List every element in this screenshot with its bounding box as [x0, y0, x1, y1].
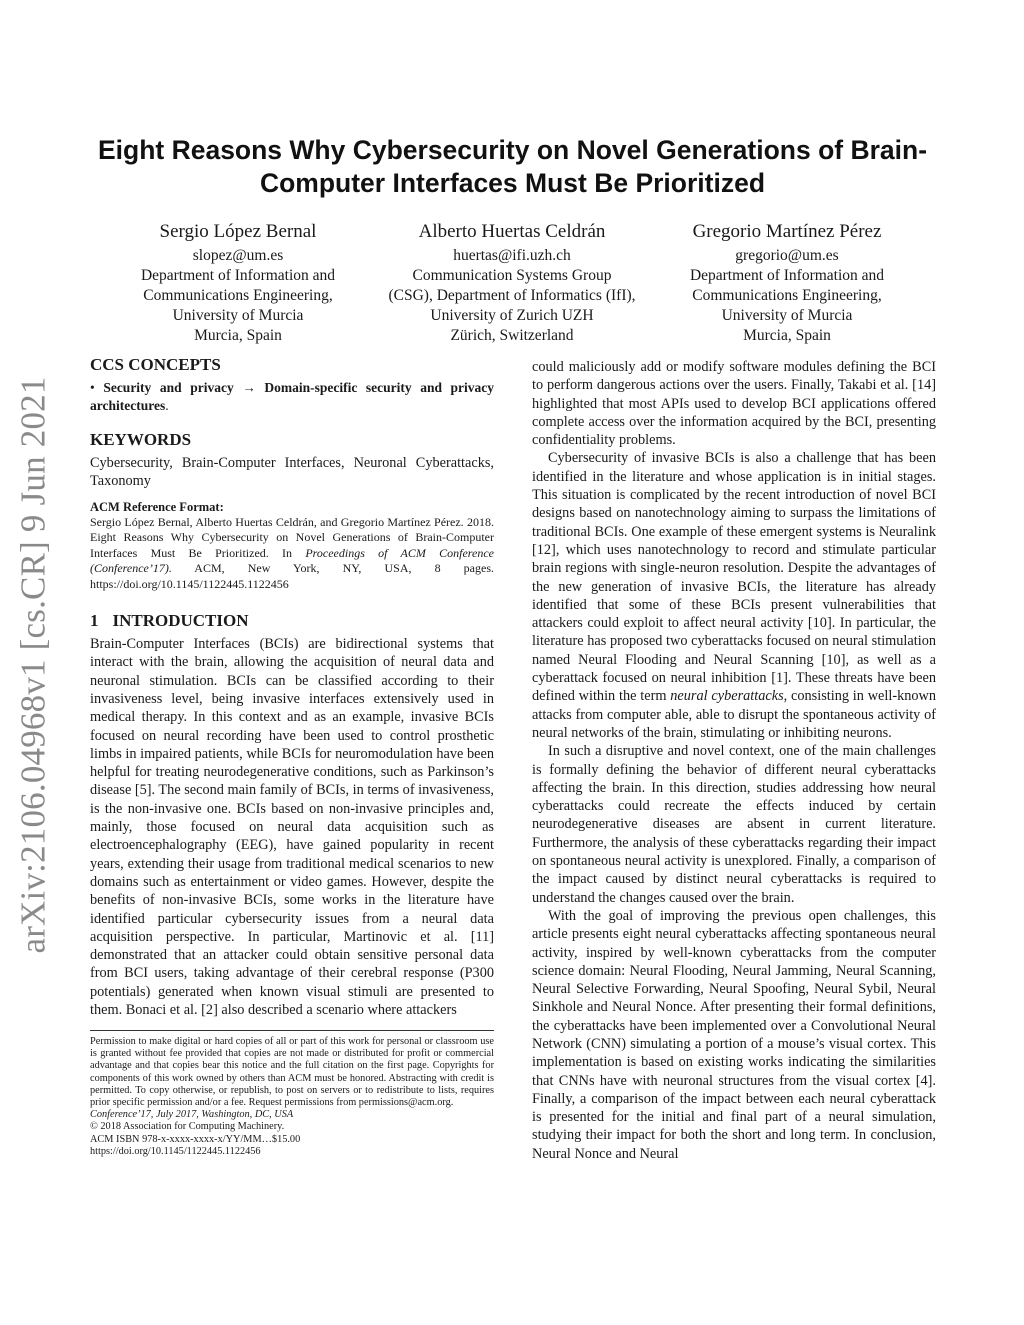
ccs-end: .	[165, 398, 169, 413]
author-name: Gregorio Martínez Pérez	[692, 221, 882, 242]
author-affiliation-line: (CSG), Department of Informatics (IfI),	[388, 287, 636, 304]
intro-paragraph-2	[532, 449, 936, 742]
copyright-notice: © 2018 Association for Computing Machinery.	[90, 1121, 285, 1133]
acm-reference-publisher-doi: ACM, New York, NY, USA, 8 pages. https://doi.org/10.1145/1122445.1122456	[90, 561, 494, 591]
section-title: INTRODUCTION	[112, 611, 249, 631]
author-block-3	[637, 219, 937, 346]
author-affiliation-line: University of Murcia	[721, 307, 853, 324]
ccs-subconcept: Domain-specific security and privacy architectures	[90, 380, 495, 413]
author-affiliation-line: Communications Engineering,	[143, 287, 333, 304]
author-affiliation-line: Communication Systems Group	[412, 267, 612, 284]
introduction-heading	[90, 610, 494, 632]
keywords-heading: KEYWORDS	[90, 430, 192, 449]
arxiv-identifier-stamp	[12, 372, 56, 958]
acm-reference-proceedings: Proceedings of ACM Conference (Conference’17).	[90, 545, 494, 576]
conference-info: Conference’17, July 2017, Washington, DC, USA	[90, 1109, 294, 1121]
section-number: 1	[90, 611, 99, 631]
author-name: Sergio López Bernal	[159, 221, 317, 242]
ccs-concept: Security and privacy	[103, 380, 234, 395]
paper-title: Eight Reasons Why Cybersecurity on Novel Generations of Brain-Computer Interfaces Must Be Prioritized	[97, 135, 928, 198]
arxiv-identifier-text: arXiv:2106.04968v1 [cs.CR] 9 Jun 2021	[14, 376, 53, 954]
ccs-arrow: →	[242, 380, 256, 395]
author-affiliation-line: University of Zurich UZH	[430, 307, 594, 324]
author-email[interactable]: gregorio@um.es	[735, 247, 839, 264]
intro-paragraph-1: Brain-Computer Interfaces (BCIs) are bidirectional systems that interact with the brain, allowing the acquisition of neural data and neuronal stimulation. BCIs can be classified according to their invasiveness level, being invasive interfaces extensively used in medical therapy. In this context and as an example, invasive BCIs focused on neural recording have been used to control prosthetic limbs in impaired patients, while BCIs for neuromodulation have been helpful for treating neurodegenerative conditions, such as Parkinson’s disease [5]. The second main family of BCIs, in terms of invasiveness, is the non-invasive one. BCIs based on non-invasive principles and, mainly, those focused on neural data acquisition such as electroencephalography (EEG), have gained popularity in recent years, extending their usage from traditional medical scenarios to new domains such as entertainment or video games. However, despite the benefits of non-invasive BCIs, some works in the literature have identified particular cybersecurity issues from a neural data acquisition perspective. In particular, Martinovic et al. [11] demonstrated that an attacker could obtain sensitive personal data from BCI users, taking advantage of their cerebral response (P300 potentials) generated when known visual stimuli are presented to them. Bonaci et al. [2] also described a scenario where attackers	[90, 636, 494, 1019]
author-affiliation-line: Department of Information and	[689, 267, 885, 284]
intro-paragraph-4: With the goal of improving the previous open challenges, this article presents eight neural cyberattacks affecting spontaneous neural activity, inspired by well-known cyberattacks from the computer science domain: Neural Flooding, Neural Jamming, Neural Scanning, Neural Selective Forwarding, Neural Spoofing, Neural Sybil, Neural Sinkhole and Neural Nonce. After presenting their formal definitions, the cyberattacks have been implemented over a Convolutional Neural Network (CNN) simulating a portion of a mouse’s visual cortex. This implementation is based on existing works indicating the similarities that CNNs have with neuronal structures from the visual cortex [4]. Finally, a comparison of the impact between each neural cyberattack is presented for the initial and final part of a neural simulation, studying their impact for both the short and long term. In conclusion, Neural Nonce and Neural	[532, 907, 936, 1162]
permission-footnote	[90, 1036, 494, 1158]
author-affiliation-line: Murcia, Spain	[194, 327, 282, 344]
ccs-bullet: •	[90, 380, 95, 395]
author-name: Alberto Huertas Celdrán	[418, 221, 606, 242]
intro-paragraph-2-tail: , consisting in well-known attacks from computer able, able to disrupt the spontaneous activity of neural networks of the brain, stimulating or inhibiting neurons.	[532, 688, 936, 741]
intro-paragraph-2-text: Cybersecurity of invasive BCIs is also a challenge that has been identified in the literature and whose application is in initial stages. This situation is complicated by the recent introduction of novel BCI designs based on nanotechnology aiming to surpass the limitations of traditional BCIs. One example of these emergent systems is Neuralink [12], which uses nanotechnology to record and stimulate particular brain regions with single-neuron resolution. Despite the advantages of the new generation of invasive BCIs, the literature has already identified that some of these BCIs present vulnerabilities that attackers could exploit to affect neural activity [10]. In particular, the literature has proposed two cyberattacks focused on neural stimulation named Neural Flooding and Neural Scanning [10], as well as a cyberattack focused on neural inhibition [1]. These threats have been defined within the term	[532, 450, 936, 705]
doi-link[interactable]: https://doi.org/10.1145/1122445.1122456	[90, 1145, 261, 1157]
author-affiliation-line: Communications Engineering,	[692, 287, 882, 304]
footnote-divider	[90, 1030, 494, 1031]
author-affiliation-line: Murcia, Spain	[743, 327, 831, 344]
neural-cyberattacks-term: neural cyberattacks	[670, 688, 784, 705]
ccs-concepts-text	[90, 379, 494, 415]
intro-paragraph-3: In such a disruptive and novel context, one of the main challenges is formally defining the behavior of different neural cyberattacks affecting the brain. In this direction, studies addressing how neural cyberattacks could recreate the effects induced by certain neurodegenerative diseases are absent in current literature. Furthermore, the analysis of these cyberattacks regarding their impact on spontaneous neural activity is unexplored. Finally, a comparison of the impact caused by distinct neural cyberattacks is required to understand the changes caused over the brain.	[532, 743, 936, 906]
author-affiliation-line: Zürich, Switzerland	[450, 327, 574, 344]
permission-text: Permission to make digital or hard copies of all or part of this work for personal or classroom use is granted without fee provided that copies are not made or distributed for profit or commercial advantage and that copies bear this notice and the full citation on the first page. Copyrights for components of this work owned by others than ACM must be honored. Abstracting with credit is permitted. To copy otherwise, or republish, to post on servers or to redistribute to lists, requires prior specific permission and/or a fee. Request permissions from permissions@acm.org.	[90, 1036, 494, 1109]
acm-reference-heading: ACM Reference Format:	[90, 499, 224, 514]
isbn-line: ACM ISBN 978-x-xxxx-xxxx-x/YY/MM…$15.00	[90, 1133, 301, 1145]
right-column	[532, 358, 936, 1163]
left-column	[90, 354, 494, 1019]
author-email[interactable]: slopez@um.es	[192, 247, 284, 264]
acm-reference-text	[90, 515, 494, 593]
author-block-1	[88, 219, 388, 346]
author-block-2	[362, 219, 662, 346]
author-affiliation-line: Department of Information and	[140, 267, 336, 284]
keywords-text: Cybersecurity, Brain-Computer Interfaces, Neuronal Cyberattacks, Taxonomy	[90, 455, 494, 490]
ccs-heading: CCS CONCEPTS	[90, 355, 221, 374]
intro-paragraph-continued: could maliciously add or modify software modules defining the BCI to perform dangerous actions over the users. Finally, Takabi et al. [14] highlighted that most APIs used to develop BCI applications offered complete access over the information acquired by the BCI, presenting confidentiality problems.	[532, 359, 936, 449]
author-affiliation-line: University of Murcia	[172, 307, 304, 324]
author-email[interactable]: huertas@ifi.uzh.ch	[453, 247, 571, 264]
acm-reference-citation: Sergio López Bernal, Alberto Huertas Celdrán, and Gregorio Martínez Pérez. 2018. Eight Reasons Why Cybersecurity on Novel Generations of Brain-Computer Interfaces Must Be Prioritized. In	[90, 514, 494, 560]
